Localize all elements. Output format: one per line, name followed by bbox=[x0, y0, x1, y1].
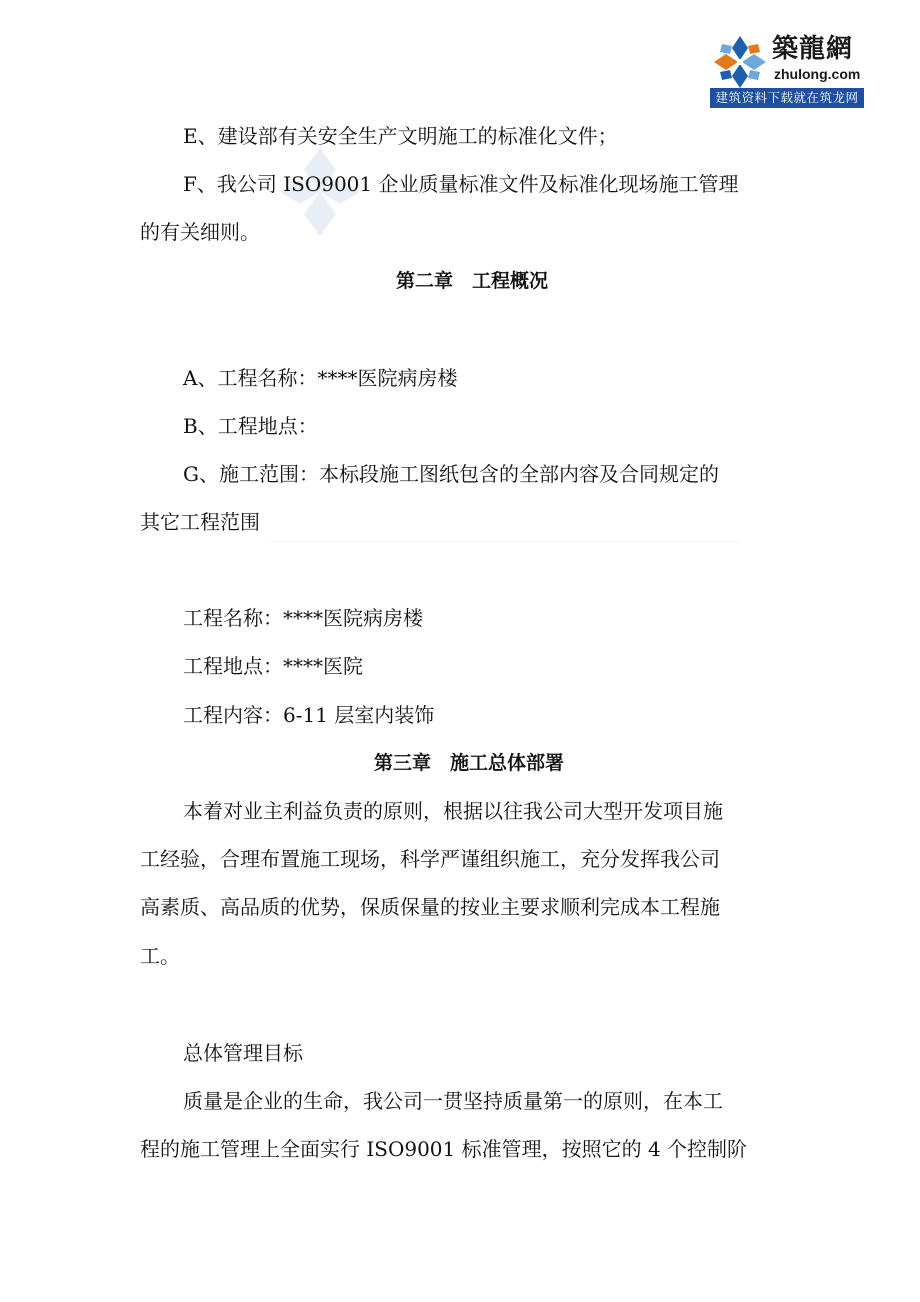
chapter3-title: 第三章 施工总体部署 bbox=[374, 752, 565, 774]
intro-item-f-cont: 的有关细则。 bbox=[140, 220, 260, 244]
chapter3-para-line-4: 工。 bbox=[140, 944, 180, 968]
chapter2-item-g: G、施工范围：本标段施工图纸包含的全部内容及合同规定的 bbox=[183, 462, 719, 486]
intro-item-f: F、我公司 ISO9001 企业质量标准文件及标准化现场施工管理 bbox=[183, 172, 739, 196]
chapter2-item-b: B、工程地点： bbox=[183, 414, 318, 438]
zhulong-logo[interactable] bbox=[710, 32, 864, 108]
chapter2-title: 第二章 工程概况 bbox=[396, 270, 549, 292]
chapter3-para-line-2: 工经验，合理布置施工现场，科学严谨组织施工，充分发挥我公司 bbox=[140, 847, 720, 871]
chapter2-item-g-cont: 其它工程范围 bbox=[140, 510, 260, 534]
chapter3-para-line-1: 本着对业主利益负责的原则，根据以往我公司大型开发项目施 bbox=[183, 799, 723, 823]
logo-chinese-name: 築龍網 bbox=[772, 34, 854, 64]
logo-slogan: 建筑资料下载就在筑龙网 bbox=[710, 88, 864, 108]
project-content: 工程内容：6-11 层室内装饰 bbox=[183, 703, 435, 727]
project-location: 工程地点：****医院 bbox=[183, 654, 363, 678]
goal-para-line-1: 质量是企业的生命，我公司一贯坚持质量第一的原则，在本工 bbox=[183, 1089, 723, 1113]
goal-heading: 总体管理目标 bbox=[183, 1041, 303, 1065]
chapter3-para-line-3: 高素质、高品质的优势，保质保量的按业主要求顺利完成本工程施 bbox=[140, 895, 720, 919]
logo-domain: zhulong.com bbox=[774, 66, 861, 82]
snowflake-logo-icon bbox=[712, 34, 768, 90]
faint-divider bbox=[270, 541, 740, 542]
goal-para-line-2: 程的施工管理上全面实行 ISO9001 标准管理，按照它的 4 个控制阶 bbox=[140, 1137, 748, 1161]
intro-item-e: E、建设部有关安全生产文明施工的标准化文件； bbox=[183, 124, 618, 148]
chapter2-item-a: A、工程名称：****医院病房楼 bbox=[183, 366, 458, 390]
project-name: 工程名称：****医院病房楼 bbox=[183, 606, 423, 630]
